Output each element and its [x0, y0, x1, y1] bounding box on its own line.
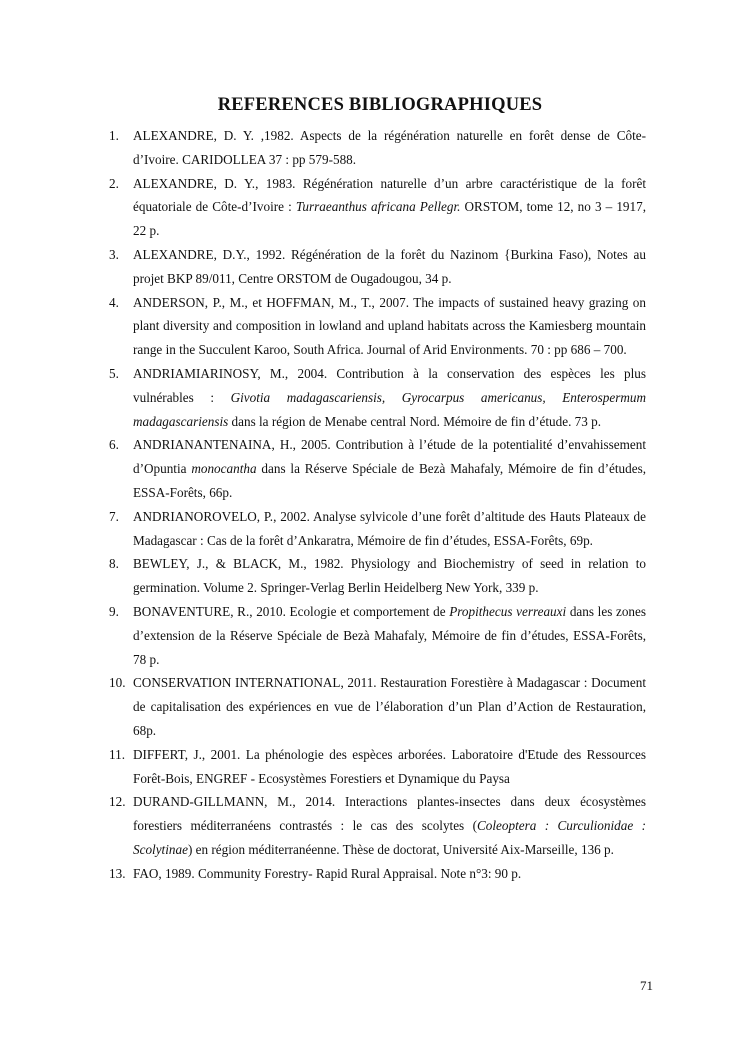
reference-text: DURAND-GILLMANN, M., 2014. Interactions plantes-insectes dans deux écosystèmes forestiers méditerranéens contrastés : le cas des scolytes ( [133, 794, 646, 834]
reference-number: 7. [109, 508, 119, 524]
reference-text: ORSTOM, tome 12, no 3 – 1917, 22 p. [133, 199, 646, 239]
reference-italic-text: Turraeanthus africana Pellegr. [295, 199, 461, 215]
reference-text: CONSERVATION INTERNATIONAL, 2011. Restauration Forestière à Madagascar : Document de capitalisation des expériences en vue de l’élaboration d’un Plan d’Action de Restauration, 68p. [133, 675, 646, 738]
reference-number: 3. [109, 246, 119, 262]
reference-item [109, 362, 646, 433]
reference-number: 13. [109, 865, 126, 881]
reference-text: ANDRIAMIARINOSY, M., 2004. Contribution à la conservation des espèces les plus vulnérables : [133, 365, 646, 405]
reference-text: ANDERSON, P., M., et HOFFMAN, M., T., 2007. The impacts of sustained heavy grazing on plant diversity and composition in lowland and upland habitats across the Kamiesberg mountain range in the Succulent Karoo, South Africa. Journal of Arid Environments. 70 : pp 686 – 700. [133, 294, 646, 358]
reference-list [109, 124, 646, 886]
reference-text: FAO, 1989. Community Forestry- Rapid Rural Appraisal. Note n°3: 90 p. [133, 865, 522, 881]
reference-number: 4. [109, 294, 119, 310]
reference-item [109, 124, 646, 172]
reference-text: dans la Réserve Spéciale de Bezà Mahafaly, Mémoire de fin d’études, ESSA-Forêts, 66p. [133, 461, 646, 500]
page-number: 71 [640, 978, 653, 993]
reference-text: ANDRIANOROVELO, P., 2002. Analyse sylvicole d’une forêt d’altitude des Hauts Plateaux de Madagascar : Cas de la forêt d’Ankaratra, Mémoire de fin d’études, ESSA-Forêts, 69p. [133, 508, 646, 548]
reference-text: ALEXANDRE, D.Y., 1992. Régénération de la forêt du Nazinom {Burkina Faso), Notes au projet BKP 89/011, Centre ORSTOM de Ougadougou, 34 p. [133, 246, 646, 286]
reference-number: 1. [109, 128, 119, 143]
page-title: REFERENCES BIBLIOGRAPHIQUES [217, 95, 543, 115]
reference-item [109, 172, 646, 243]
reference-text: ALEXANDRE, D. Y., 1983. Régénération naturelle d’un arbre caractéristique de la forêt équatoriale de Côte-d’Ivoire : [133, 175, 646, 215]
reference-text: BONAVENTURE, R., 2010. Ecologie et comportement de [133, 603, 450, 619]
reference-text: dans la région de Menabe central Nord. Mémoire de fin d’étude. 73 p. [228, 413, 602, 429]
reference-item [109, 552, 646, 600]
reference-italic-text: Coleoptera : Curculionidae : Scolytinae [133, 818, 646, 857]
reference-item [109, 433, 646, 504]
reference-text: BEWLEY, J., & BLACK, M., 1982. Physiology and Biochemistry of seed in relation to germination. Volume 2. Springer-Verlag Berlin Heidelberg New York, 339 p. [133, 556, 646, 596]
reference-item [109, 790, 646, 861]
reference-number: 11. [109, 746, 125, 762]
reference-item [109, 743, 646, 791]
reference-number: 6. [109, 437, 119, 453]
reference-number: 5. [109, 365, 119, 381]
reference-italic-text: monocantha [191, 461, 257, 477]
reference-number: 2. [109, 175, 119, 191]
reference-text: ANDRIANANTENAINA, H., 2005. Contribution à l’étude de la potentialité d’envahissement d’Opuntia [133, 437, 646, 477]
reference-text: ) en région méditerranéenne. Thèse de doctorat, Université Aix-Marseille, 136 p. [187, 841, 614, 857]
reference-italic-text: Givotia madagascariensis, Gyrocarpus americanus, Enterospermum madagascariensis [133, 389, 646, 429]
reference-text: dans les zones d’extension de la Réserve Spéciale de Bezà Mahafaly, Mémoire de fin d’études, ESSA-Forêts, 78 p. [133, 603, 647, 667]
reference-item [109, 505, 646, 553]
reference-item [109, 862, 646, 886]
reference-text: DIFFERT, J., 2001. La phénologie des espèces arborées. Laboratoire d'Etude des Ressources Forêt-Bois, ENGREF - Ecosystèmes Forestiers et Dynamique du Paysa [133, 746, 646, 786]
reference-number: 8. [109, 556, 119, 572]
reference-text: ALEXANDRE, D. Y. ,1982. Aspects de la régénération naturelle en forêt dense de Côte-d’Ivoire. CARIDOLLEA 37 : pp 579-588. [133, 128, 646, 167]
reference-number: 12. [109, 794, 126, 810]
reference-item [109, 671, 646, 742]
reference-item [109, 291, 646, 362]
reference-item [109, 600, 646, 671]
reference-item [109, 243, 646, 291]
reference-number: 10. [109, 675, 126, 691]
reference-italic-text: Propithecus verreauxi [449, 603, 567, 619]
reference-number: 9. [109, 603, 119, 619]
